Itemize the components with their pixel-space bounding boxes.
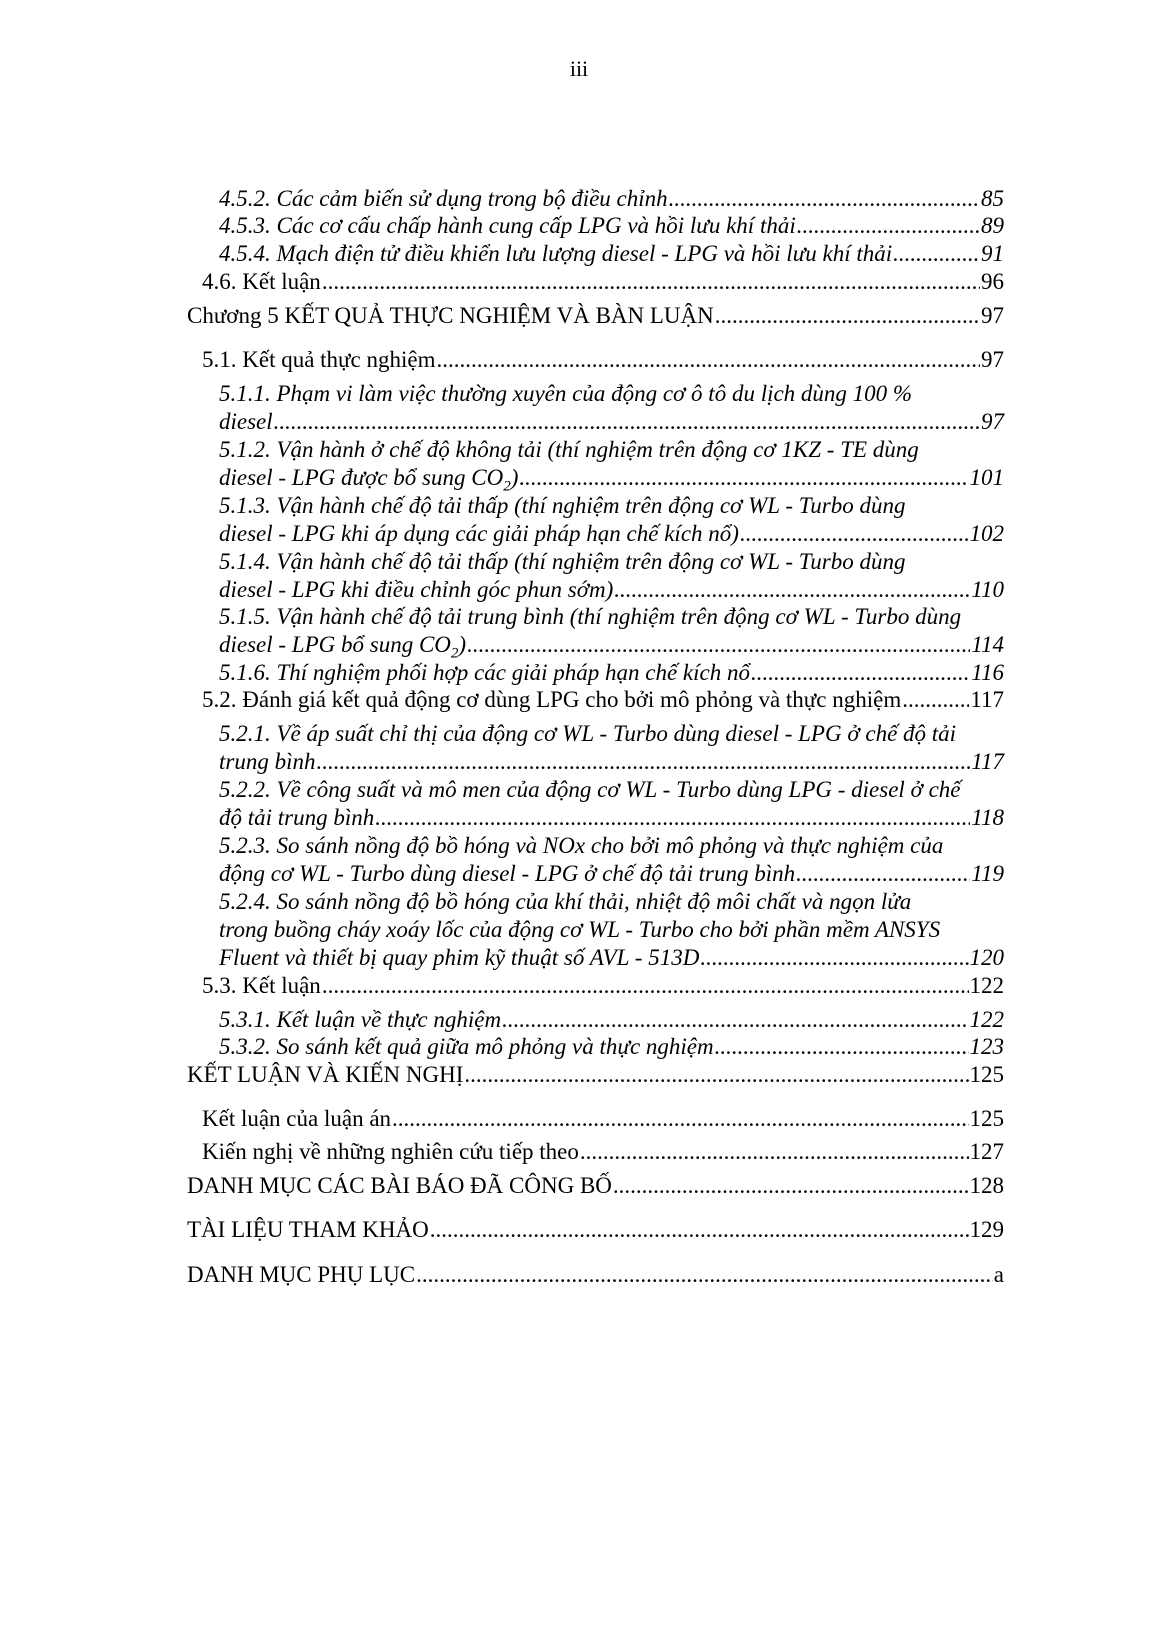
toc-entry-line: 5.1.3. Vận hành chế độ tải thấp (thí nghiệm trên động cơ WL - Turbo dùng xyxy=(219,493,906,518)
toc-entry[interactable] xyxy=(202,346,1004,374)
toc-entry-page: 120 xyxy=(969,945,1004,970)
toc-entry-page: 97 xyxy=(981,347,1004,372)
toc-entry-title: diesel - LPG được bổ sung $CO_2$) xyxy=(219,465,519,495)
toc-entry-page: 118 xyxy=(971,805,1004,830)
toc-entry[interactable] xyxy=(219,408,1004,436)
toc-entry-page: 128 xyxy=(969,1173,1004,1198)
toc-entry-title: TÀI LIỆU THAM KHẢO xyxy=(187,1217,429,1242)
toc-entry-page: 97 xyxy=(981,303,1004,328)
toc-entry-page: 127 xyxy=(969,1139,1004,1164)
toc-entry-title: Kiến nghị về những nghiên cứu tiếp theo xyxy=(202,1139,579,1164)
toc-entry-title: diesel xyxy=(219,409,273,434)
toc-chapter-entry[interactable] xyxy=(187,1061,1004,1089)
toc-chapter-entry[interactable] xyxy=(187,1216,1004,1244)
toc-entry[interactable] xyxy=(219,748,1004,776)
toc-entry-title: Fluent và thiết bị quay phim kỹ thuật số AVL - 513D xyxy=(219,945,700,970)
toc-entry-line: trong buồng cháy xoáy lốc của động cơ WL - Turbo cho bởi phần mềm ANSYS xyxy=(219,917,941,942)
toc-entry-title: 5.3.2. So sánh kết quả giữa mô phỏng và thực nghiệm xyxy=(219,1034,714,1059)
toc-entry-page: 110 xyxy=(971,577,1004,602)
toc-entry-line: 5.1.5. Vận hành chế độ tải trung bình (thí nghiệm trên động cơ WL - Turbo dùng xyxy=(219,604,962,629)
toc-entry[interactable] xyxy=(219,804,1004,832)
toc-entry-page: a xyxy=(993,1262,1004,1287)
toc-entry-line: 5.1.2. Vận hành ở chế độ không tải (thí nghiệm trên động cơ 1KZ - TE dùng xyxy=(219,437,919,462)
toc-entry-page: 102 xyxy=(969,521,1004,546)
toc-entry-page: 97 xyxy=(981,409,1004,434)
toc-entry-line: 5.2.3. So sánh nồng độ bồ hóng và NOx cho bởi mô phỏng và thực nghiệm của xyxy=(219,833,944,858)
toc-entry[interactable] xyxy=(219,464,1004,495)
toc-entry-title: 4.5.2. Các cảm biến sử dụng trong bộ điều chỉnh xyxy=(219,186,668,211)
toc-entry-title: 5.2. Đánh giá kết quả động cơ dùng LPG cho bởi mô phỏng và thực nghiệm xyxy=(202,687,902,712)
toc-entry[interactable] xyxy=(219,860,1004,888)
toc-entry-line: 5.2.2. Về công suất và mô men của động cơ WL - Turbo dùng LPG - diesel ở chế xyxy=(219,777,961,802)
toc-entry-page: 114 xyxy=(971,632,1004,657)
toc-entry-page: 101 xyxy=(969,465,1004,490)
toc-entry-title: KẾT LUẬN VÀ KIẾN NGHỊ xyxy=(187,1062,464,1087)
toc-entry-title: 5.1. Kết quả thực nghiệm xyxy=(202,347,436,372)
toc-entry-page: 122 xyxy=(969,973,1004,998)
toc-entry-line: 5.1.4. Vận hành chế độ tải thấp (thí nghiệm trên động cơ WL - Turbo dùng xyxy=(219,549,906,574)
toc-entry-title: diesel - LPG khi áp dụng các giải pháp hạn chế kích nổ) xyxy=(219,521,739,546)
toc-entry-page: 125 xyxy=(969,1106,1004,1131)
toc-entry[interactable] xyxy=(219,659,1004,687)
toc-entry[interactable] xyxy=(219,1033,1004,1061)
page-number: iii xyxy=(569,56,589,81)
toc-entry-page: 91 xyxy=(981,241,1004,266)
toc-entry-title: trung bình xyxy=(219,749,316,774)
toc-entry[interactable] xyxy=(219,631,1004,662)
toc-entry[interactable] xyxy=(219,520,1004,548)
toc-chapter-entry[interactable] xyxy=(187,1172,1004,1200)
toc-entry-line: 5.2.1. Về áp suất chỉ thị của động cơ WL - Turbo dùng diesel - LPG ở chế độ tải xyxy=(219,721,957,746)
toc-entry-title: diesel - LPG khi điều chỉnh góc phun sớm) xyxy=(219,577,614,602)
toc-entry-title: Chương 5 KẾT QUẢ THỰC NGHIỆM VÀ BÀN LUẬN xyxy=(187,303,714,328)
toc-entry-title: 5.3.1. Kết luận về thực nghiệm xyxy=(219,1007,502,1032)
toc-entry[interactable] xyxy=(219,240,1004,268)
toc-entry-page: 96 xyxy=(981,269,1004,294)
toc-entry[interactable] xyxy=(219,944,1004,972)
toc-entry-title: 4.6. Kết luận xyxy=(202,269,321,294)
toc-entry[interactable] xyxy=(202,268,1004,296)
toc-entry[interactable] xyxy=(202,1138,1004,1166)
toc-entry-page: 129 xyxy=(969,1217,1004,1242)
toc-entry-title: 4.5.4. Mạch điện tử điều khiển lưu lượng diesel - LPG và hồi lưu khí thải xyxy=(219,241,893,266)
toc-entry[interactable] xyxy=(202,972,1004,1000)
toc-entry[interactable] xyxy=(202,686,1004,714)
toc-entry-title: 5.3. Kết luận xyxy=(202,973,321,998)
toc-entry[interactable] xyxy=(219,185,1004,213)
toc-entry[interactable] xyxy=(219,212,1004,240)
toc-entry-title: DANH MỤC CÁC BÀI BÁO ĐÃ CÔNG BỐ xyxy=(187,1173,612,1198)
toc-entry-page: 116 xyxy=(971,660,1004,685)
toc-entry[interactable] xyxy=(202,1105,1004,1133)
toc-entry-page: 119 xyxy=(971,861,1004,886)
toc-entry-title: 5.1.6. Thí nghiệm phối hợp các giải pháp hạn chế kích nổ xyxy=(219,660,750,685)
toc-entry-title: Kết luận của luận án xyxy=(202,1106,392,1131)
toc-entry-line: 5.1.1. Phạm vi làm việc thường xuyên của động cơ ô tô du lịch dùng 100 % xyxy=(219,381,913,406)
toc-entry-title: động cơ WL - Turbo dùng diesel - LPG ở chế độ tải trung bình xyxy=(219,861,796,886)
toc-entry-page: 117 xyxy=(970,687,1004,712)
toc-entry-line: 5.2.4. So sánh nồng độ bồ hóng của khí thải, nhiệt độ môi chất và ngọn lửa xyxy=(219,889,912,914)
toc-entry-page: 85 xyxy=(981,186,1004,211)
toc-entry-title: DANH MỤC PHỤ LỤC xyxy=(187,1262,416,1287)
toc-chapter-entry[interactable] xyxy=(187,302,1004,330)
toc-entry-page: 117 xyxy=(971,749,1004,774)
toc-entry-title: diesel - LPG bổ sung $CO_2$) xyxy=(219,632,467,662)
toc-entry-page: 89 xyxy=(981,213,1004,238)
toc-entry-page: 122 xyxy=(969,1007,1004,1032)
toc-entry-page: 125 xyxy=(969,1062,1004,1087)
toc-entry-title: độ tải trung bình xyxy=(219,805,375,830)
toc-entry-title: 4.5.3. Các cơ cấu chấp hành cung cấp LPG và hồi lưu khí thải xyxy=(219,213,796,238)
toc-entry-page: 123 xyxy=(969,1034,1004,1059)
toc-entry[interactable] xyxy=(219,576,1004,604)
toc-chapter-entry[interactable] xyxy=(187,1261,1004,1289)
toc-entry[interactable] xyxy=(219,1006,1004,1034)
